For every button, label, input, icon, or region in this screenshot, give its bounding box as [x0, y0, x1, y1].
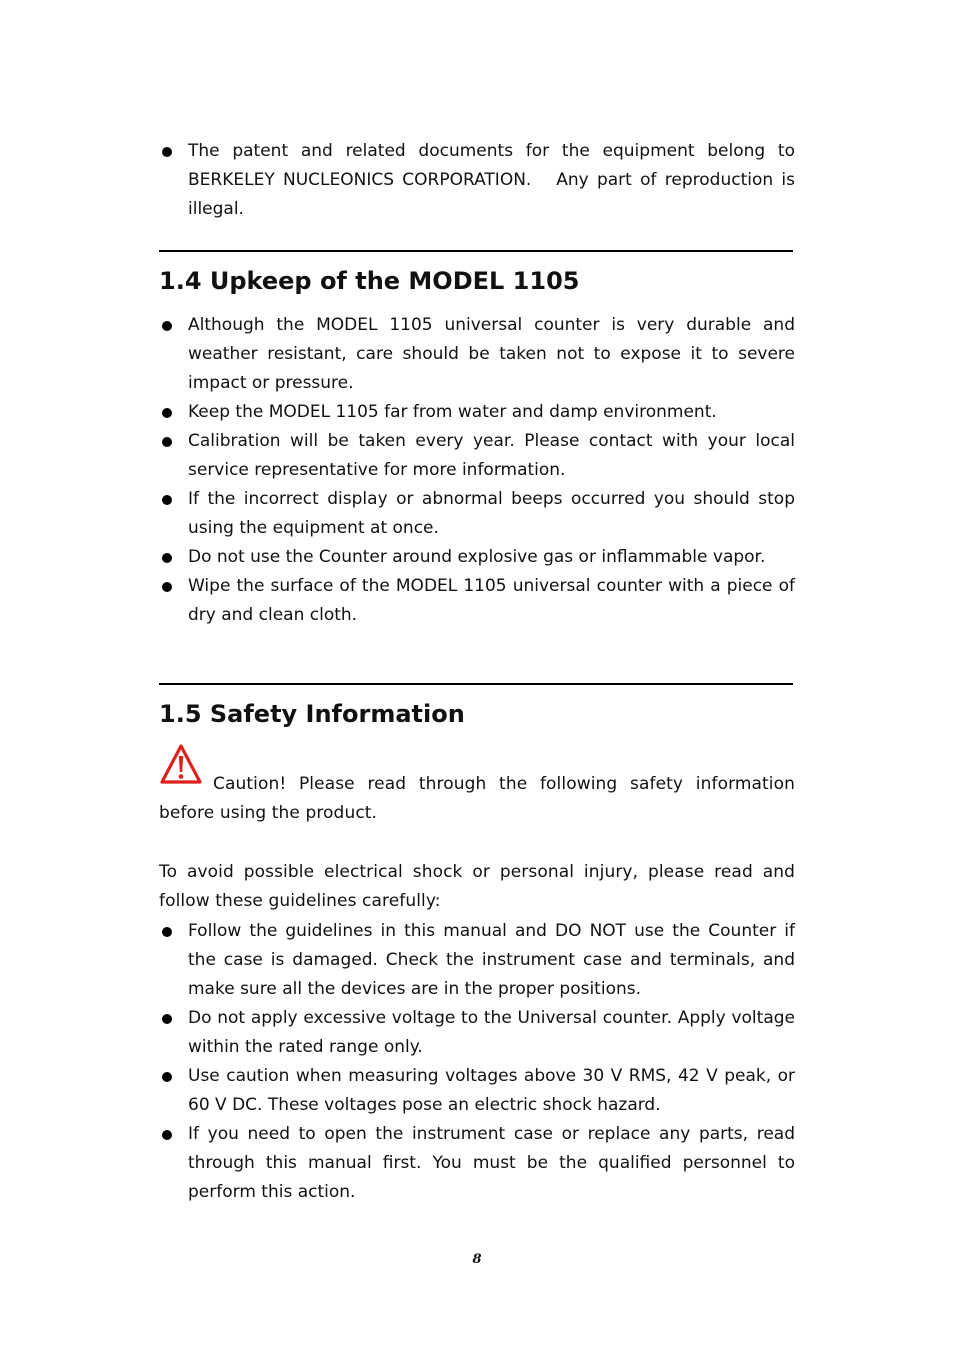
bullet-icon — [162, 147, 172, 157]
upkeep-bullet-list — [159, 311, 795, 630]
bullet-icon — [162, 582, 172, 592]
bullet-text: Do not apply excessive voltage to the Universal counter. Apply voltage within the rated range only. — [188, 1008, 795, 1057]
bullet-text: If the incorrect display or abnormal beeps occurred you should stop using the equipment at once. — [188, 489, 795, 538]
bullet-icon — [162, 321, 172, 331]
warning-triangle-icon — [159, 743, 203, 785]
bullet-icon — [162, 408, 172, 418]
bullet-text: Calibration will be taken every year. Please contact with your local service representative for more information. — [188, 431, 795, 480]
section-divider — [159, 683, 793, 685]
safety-bullet-list — [159, 917, 795, 1207]
list-item — [159, 1062, 795, 1120]
list-item — [159, 427, 795, 485]
bullet-text: Keep the MODEL 1105 far from water and damp environment. — [188, 402, 717, 422]
page-number: 8 — [472, 1252, 482, 1267]
bullet-text: Use caution when measuring voltages above 30 V RMS, 42 V peak, or 60 V DC. These voltages pose an electric shock hazard. — [188, 1066, 795, 1115]
section-divider — [159, 250, 793, 252]
bullet-text: Although the MODEL 1105 universal counter is very durable and weather resistant, care should be taken not to expose it to severe impact or pressure. — [188, 315, 795, 393]
bullet-icon — [162, 495, 172, 505]
bullet-icon — [162, 1072, 172, 1082]
section-heading-upkeep: 1.4 Upkeep of the MODEL 1105 — [159, 267, 580, 295]
list-item — [159, 137, 795, 224]
list-item — [159, 1004, 795, 1062]
bullet-text: Do not use the Counter around explosive gas or inflammable vapor. — [188, 547, 766, 567]
bullet-icon — [162, 437, 172, 447]
bullet-text: The patent and related documents for the equipment belong to BERKELEY NUCLEONICS CORPORATION. Any part of reproduction is illegal. — [188, 141, 795, 219]
list-item — [159, 311, 795, 398]
bullet-icon — [162, 927, 172, 937]
bullet-icon — [162, 1014, 172, 1024]
safety-intro-paragraph: To avoid possible electrical shock or personal injury, please read and follow these guidelines carefully: — [159, 862, 795, 911]
bullet-icon — [162, 553, 172, 563]
bullet-text: Follow the guidelines in this manual and DO NOT use the Counter if the case is damaged. Check the instrument case and terminals, and make sure all the devices are in the proper positions. — [188, 921, 795, 999]
bullet-text: If you need to open the instrument case or replace any parts, read through this manual first. You must be the qualified personnel to perform this action. — [188, 1124, 795, 1202]
intro-bullet-list — [159, 137, 795, 224]
list-item — [159, 543, 795, 572]
bullet-icon — [162, 1130, 172, 1140]
list-item — [159, 398, 795, 427]
list-item — [159, 572, 795, 630]
caution-text: Caution! Please read through the following safety information before using the product. — [159, 774, 795, 823]
list-item — [159, 1120, 795, 1207]
bullet-text: Wipe the surface of the MODEL 1105 universal counter with a piece of dry and clean cloth. — [188, 576, 795, 625]
list-item — [159, 485, 795, 543]
caution-paragraph — [159, 770, 795, 828]
section-heading-safety: 1.5 Safety Information — [159, 700, 465, 728]
list-item — [159, 917, 795, 1004]
